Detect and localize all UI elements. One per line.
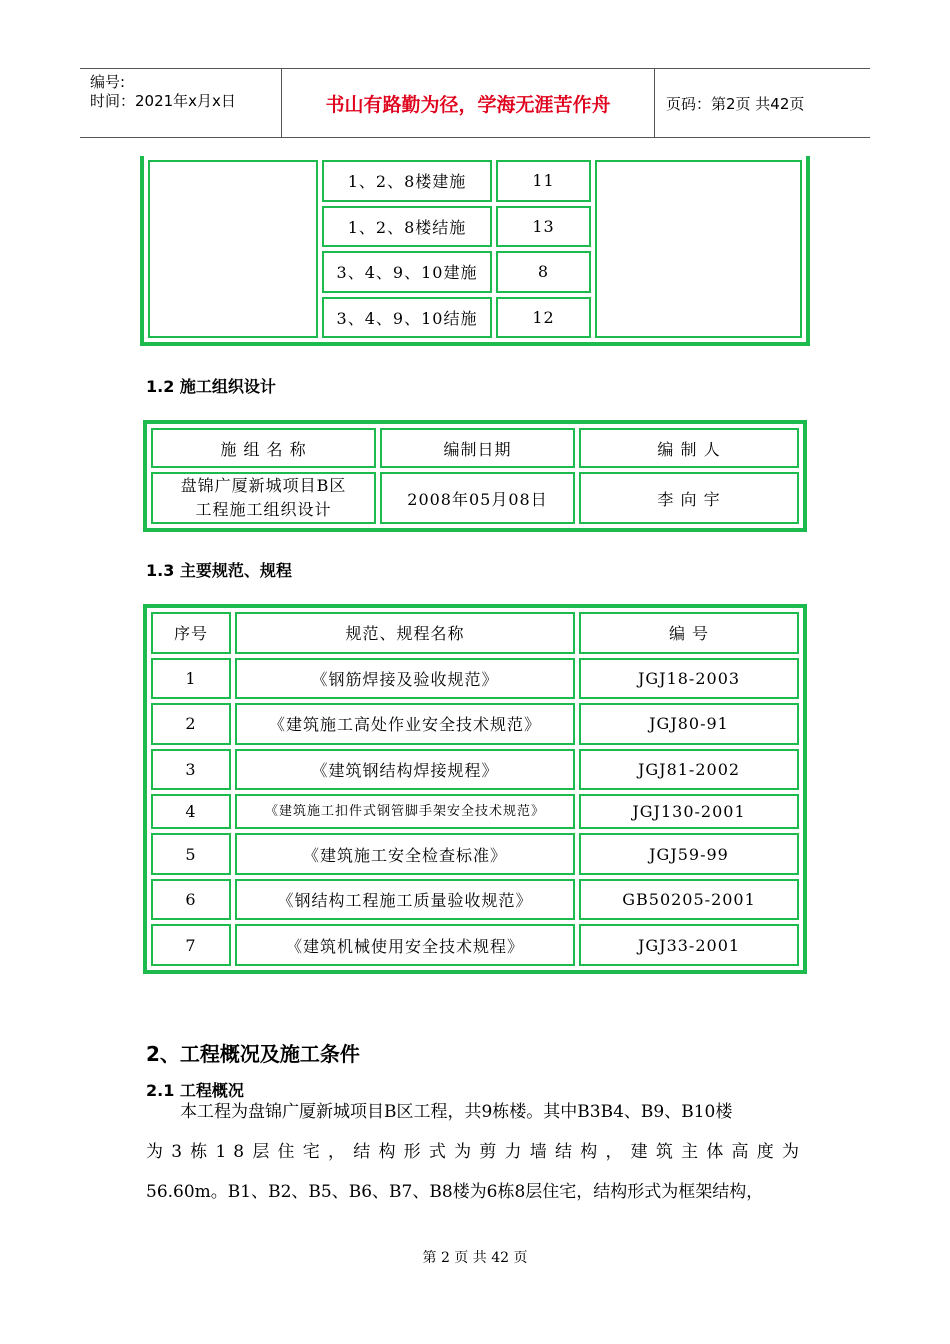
construction-design-table xyxy=(143,420,807,532)
standard-no: 2 xyxy=(151,703,231,745)
table-row xyxy=(151,879,799,921)
standard-code: JGJ59-99 xyxy=(579,833,799,875)
table-row xyxy=(151,703,799,745)
column-header: 编制日期 xyxy=(380,428,575,468)
drawing-count: 13 xyxy=(496,206,591,248)
standard-code: JGJ33-2001 xyxy=(579,924,799,966)
header-meta xyxy=(90,73,236,111)
paragraph-line: 本工程为盘锦广厦新城项目B区工程，共9栋楼。其中B3B4、B9、B10楼 xyxy=(180,1102,733,1122)
motto: 书山有路勤为径，学海无涯苦作舟 xyxy=(325,93,611,116)
standard-name: 《建筑钢结构焊接规程》 xyxy=(235,749,575,791)
standards-table xyxy=(143,604,807,974)
number-label: 编号: xyxy=(90,73,126,91)
merged-cell xyxy=(595,160,802,338)
drawing-count: 8 xyxy=(496,251,591,293)
table-header-row xyxy=(151,428,799,468)
drawing-count: 11 xyxy=(496,160,591,202)
standard-no: 1 xyxy=(151,658,231,700)
design-name xyxy=(151,472,376,524)
standard-name: 《钢结构工程施工质量验收规范》 xyxy=(235,879,575,921)
table-row xyxy=(151,472,799,524)
table-row xyxy=(151,794,799,829)
standard-no: 6 xyxy=(151,879,231,921)
design-date: 2008年05月08日 xyxy=(380,472,575,524)
column-header: 序号 xyxy=(151,612,231,654)
page-footer: 第 2 页 共 42 页 xyxy=(422,1250,528,1266)
table-header-row xyxy=(151,612,799,654)
page-header xyxy=(80,68,870,138)
table-row xyxy=(148,160,802,202)
standard-name: 《钢筋焊接及验收规范》 xyxy=(235,658,575,700)
standard-name: 《建筑机械使用安全技术规程》 xyxy=(235,924,575,966)
design-author: 李 向 宇 xyxy=(579,472,799,524)
standard-no: 5 xyxy=(151,833,231,875)
paragraph-line: 为3栋18层住宅，结构形式为剪力墙结构，建筑主体高度为 xyxy=(146,1142,806,1162)
column-header: 编 号 xyxy=(579,612,799,654)
overview-paragraph xyxy=(146,1092,806,1212)
time-label: 时间：2021年x月x日 xyxy=(90,92,236,110)
chapter-heading: 2、工程概况及施工条件 xyxy=(146,1042,360,1066)
standard-name: 《建筑施工扣件式钢管脚手架安全技术规范》 xyxy=(235,794,575,829)
column-header: 编 制 人 xyxy=(579,428,799,468)
section-heading: 2.1 工程概况 xyxy=(146,1081,244,1100)
standard-code: JGJ81-2002 xyxy=(579,749,799,791)
drawing-name: 3、4、9、10建施 xyxy=(322,251,492,293)
drawing-count: 12 xyxy=(496,297,591,339)
drawings-table xyxy=(140,156,810,346)
header-divider xyxy=(654,69,655,137)
page-info: 页码：第2页 共42页 xyxy=(666,94,805,113)
column-header: 规范、规程名称 xyxy=(235,612,575,654)
standard-name: 《建筑施工安全检查标准》 xyxy=(235,833,575,875)
standard-no: 7 xyxy=(151,924,231,966)
design-name-line: 工程施工组织设计 xyxy=(195,500,332,519)
column-header: 施 组 名 称 xyxy=(151,428,376,468)
standard-code: GB50205-2001 xyxy=(579,879,799,921)
table-row xyxy=(151,924,799,966)
section-heading: 1.3 主要规范、规程 xyxy=(146,561,292,580)
table-row xyxy=(151,658,799,700)
table-row xyxy=(151,833,799,875)
paragraph-line: 56.60m。B1、B2、B5、B6、B7、B8楼为6栋8层住宅，结构形式为框架结构， xyxy=(146,1182,764,1202)
standard-code: JGJ18-2003 xyxy=(579,658,799,700)
drawing-name: 1、2、8楼结施 xyxy=(322,206,492,248)
standard-code: JGJ130-2001 xyxy=(579,794,799,829)
standard-name: 《建筑施工高处作业安全技术规范》 xyxy=(235,703,575,745)
standard-no: 3 xyxy=(151,749,231,791)
drawing-name: 3、4、9、10结施 xyxy=(322,297,492,339)
section-heading: 1.2 施工组织设计 xyxy=(146,377,276,396)
standard-no: 4 xyxy=(151,794,231,829)
merged-cell xyxy=(148,160,318,338)
design-name-line: 盘锦广厦新城项目B区 xyxy=(180,476,347,495)
table-row xyxy=(151,749,799,791)
drawing-name: 1、2、8楼建施 xyxy=(322,160,492,202)
standard-code: JGJ80-91 xyxy=(579,703,799,745)
